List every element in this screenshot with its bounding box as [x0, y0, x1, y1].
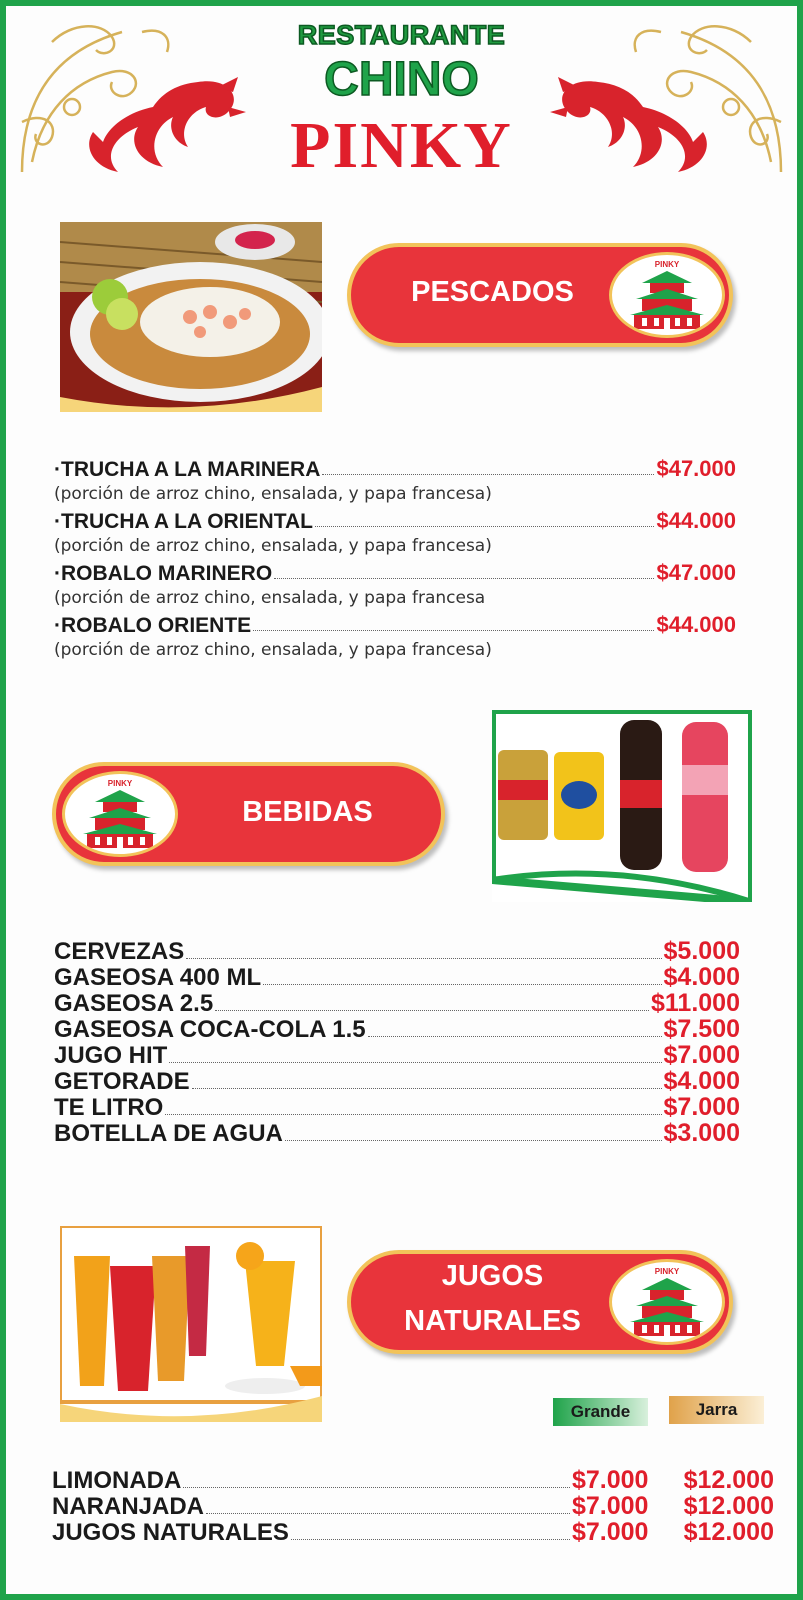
item-name: ·ROBALO MARINERO: [54, 562, 273, 585]
size-label-jarra: Jarra: [669, 1396, 764, 1424]
item-price: $11.000: [651, 989, 740, 1017]
item-name: LIMONADA: [52, 1467, 182, 1494]
logo-caption: PINKY: [107, 779, 133, 788]
section-title-pescados: PESCADOS: [411, 276, 574, 308]
item-price: $7.000: [663, 1093, 740, 1121]
leader-dots: [285, 1140, 662, 1141]
logo-caption: PINKY: [654, 1267, 680, 1276]
item-price-grande: $7.000: [572, 1466, 649, 1494]
leader-dots: [186, 958, 661, 959]
drinks-photo: [492, 710, 752, 902]
leader-dots: [165, 1114, 661, 1115]
menu-item-row: [54, 1067, 740, 1096]
item-price-jarra: $12.000: [683, 1492, 774, 1520]
item-price: $4.000: [663, 1067, 740, 1095]
menu-item-row: [54, 963, 740, 992]
pagoda-logo-icon: [609, 1259, 725, 1345]
item-price: $5.000: [663, 937, 740, 965]
menu-item-row: [54, 937, 740, 966]
juices-photo: [60, 1226, 322, 1422]
item-name: ·TRUCHA A LA MARINERA: [54, 458, 321, 481]
size-label-grande: Grande: [553, 1398, 648, 1426]
item-price-jarra: $12.000: [683, 1518, 774, 1546]
item-name: GASEOSA 400 ML: [54, 964, 262, 991]
item-description: (porción de arroz chino, ensalada, y papa francesa): [54, 536, 492, 556]
section-title-jugos: [370, 1254, 615, 1344]
menu-item-row: [54, 1015, 740, 1044]
item-price: $47.000: [656, 560, 736, 585]
leader-dots: [291, 1539, 570, 1540]
leader-dots: [315, 526, 655, 527]
section-title-bebidas: BEBIDAS: [242, 796, 373, 828]
item-name: GASEOSA COCA-COLA 1.5: [54, 1016, 366, 1043]
item-name: BOTELLA DE AGUA: [54, 1120, 283, 1147]
item-price: $44.000: [656, 508, 736, 533]
logo-caption: PINKY: [654, 260, 680, 269]
item-description: (porción de arroz chino, ensalada, y papa francesa: [54, 588, 486, 608]
fish-dish-photo: [60, 222, 322, 412]
menu-item-row: [54, 612, 736, 638]
item-name: ·ROBALO ORIENTE: [54, 614, 252, 637]
restaurant-title-line3: PINKY: [290, 109, 513, 182]
item-price-grande: $7.000: [572, 1518, 649, 1546]
leader-dots: [192, 1088, 662, 1089]
item-description: (porción de arroz chino, ensalada, y papa francesa): [54, 484, 492, 504]
menu-item-row: [54, 456, 736, 482]
leader-dots: [263, 984, 661, 985]
leader-dots: [183, 1487, 570, 1488]
pagoda-logo-icon: [609, 252, 725, 338]
menu-item-row: [52, 1492, 774, 1521]
item-name: TE LITRO: [54, 1094, 164, 1121]
item-name: CERVEZAS: [54, 938, 185, 965]
menu-item-row: [54, 1041, 740, 1070]
section-title-jugos-line1: JUGOS: [441, 1260, 544, 1292]
menu-item-row: [54, 1119, 740, 1148]
item-name: ·TRUCHA A LA ORIENTAL: [54, 510, 313, 533]
menu-item-row: [54, 1093, 740, 1122]
item-price: $47.000: [656, 456, 736, 481]
item-price: $7.500: [663, 1015, 740, 1043]
item-price: $7.000: [663, 1041, 740, 1069]
menu-item-row: [54, 560, 736, 586]
item-name: GASEOSA 2.5: [54, 990, 214, 1017]
item-price: $44.000: [656, 612, 736, 637]
leader-dots: [206, 1513, 570, 1514]
section-title-jugos-line2: NATURALES: [404, 1304, 581, 1337]
leader-dots: [253, 630, 654, 631]
leader-dots: [215, 1010, 649, 1011]
item-name: JUGOS NATURALES: [52, 1519, 289, 1546]
item-name: NARANJADA: [52, 1493, 205, 1520]
leader-dots: [169, 1062, 661, 1063]
item-price-jarra: $12.000: [683, 1466, 774, 1494]
leader-dots: [322, 474, 654, 475]
item-name: GETORADE: [54, 1068, 190, 1095]
item-name: JUGO HIT: [54, 1042, 168, 1069]
leader-dots: [368, 1036, 662, 1037]
item-price-grande: $7.000: [572, 1492, 649, 1520]
restaurant-title-line1: RESTAURANTE: [297, 20, 506, 50]
leader-dots: [274, 578, 654, 579]
item-price: $3.000: [663, 1119, 740, 1147]
menu-item-row: [52, 1466, 774, 1495]
menu-item-row: [52, 1518, 774, 1547]
pagoda-logo-icon: [62, 771, 178, 857]
item-price: $4.000: [663, 963, 740, 991]
restaurant-title-line2: CHINO: [324, 53, 479, 106]
menu-item-row: [54, 508, 736, 534]
menu-item-row: [54, 989, 740, 1018]
item-description: (porción de arroz chino, ensalada, y papa francesa): [54, 640, 492, 660]
